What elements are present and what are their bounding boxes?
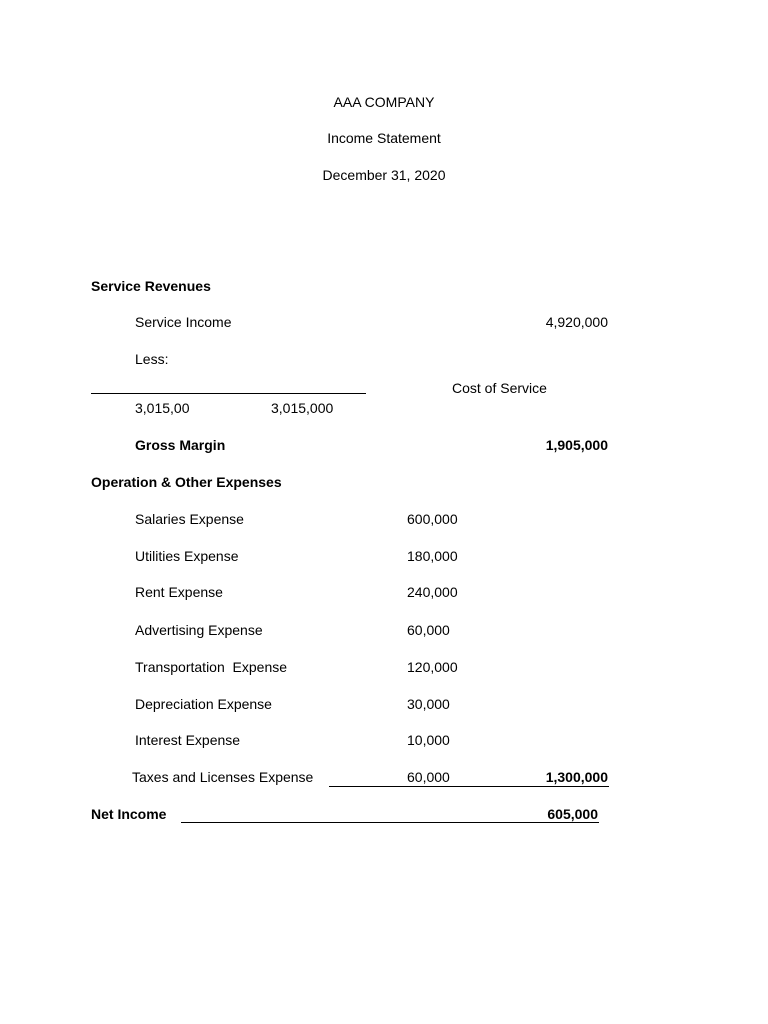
- net-income-value: 605,000: [547, 806, 598, 822]
- less-label: Less:: [135, 351, 169, 367]
- company-name: AAA COMPANY: [333, 94, 435, 110]
- expense-label-salaries: Salaries Expense: [135, 511, 244, 527]
- expenses-total-rule: [329, 786, 609, 787]
- expense-value-transportation: 120,000: [407, 659, 458, 675]
- expense-label-advertising: Advertising Expense: [135, 622, 263, 638]
- gross-margin-value: 1,905,000: [545, 437, 608, 453]
- service-revenues-heading: Service Revenues: [91, 278, 211, 294]
- expense-value-depreciation: 30,000: [407, 696, 450, 712]
- cost-value-a: 3,015,00: [135, 400, 190, 416]
- expense-value-taxes: 60,000: [407, 769, 450, 785]
- expenses-total: 1,300,000: [545, 769, 608, 785]
- expense-label-rent: Rent Expense: [135, 584, 223, 600]
- expense-value-interest: 10,000: [407, 732, 450, 748]
- cost-of-service-label: Cost of Service: [452, 380, 547, 396]
- expense-label-depreciation: Depreciation Expense: [135, 696, 272, 712]
- cost-value-b: 3,015,000: [271, 400, 334, 416]
- expense-label-utilities: Utilities Expense: [135, 548, 239, 564]
- expense-label-taxes: Taxes and Licenses Expense: [132, 769, 314, 785]
- service-income-label: Service Income: [135, 314, 232, 330]
- cost-of-service-rule: [91, 393, 366, 394]
- expense-label-transportation: Transportation Expense: [135, 659, 288, 675]
- expense-value-advertising: 60,000: [407, 622, 450, 638]
- gross-margin-label: Gross Margin: [135, 437, 226, 453]
- expense-value-utilities: 180,000: [407, 548, 458, 564]
- net-income-label: Net Income: [91, 806, 167, 822]
- expenses-heading: Operation & Other Expenses: [91, 474, 282, 490]
- expense-value-rent: 240,000: [407, 584, 458, 600]
- expense-value-salaries: 600,000: [407, 511, 458, 527]
- expense-label-interest: Interest Expense: [135, 732, 241, 748]
- statement-title: Income Statement: [327, 130, 441, 146]
- statement-date: December 31, 2020: [322, 167, 446, 183]
- service-income-value: 4,920,000: [545, 314, 608, 330]
